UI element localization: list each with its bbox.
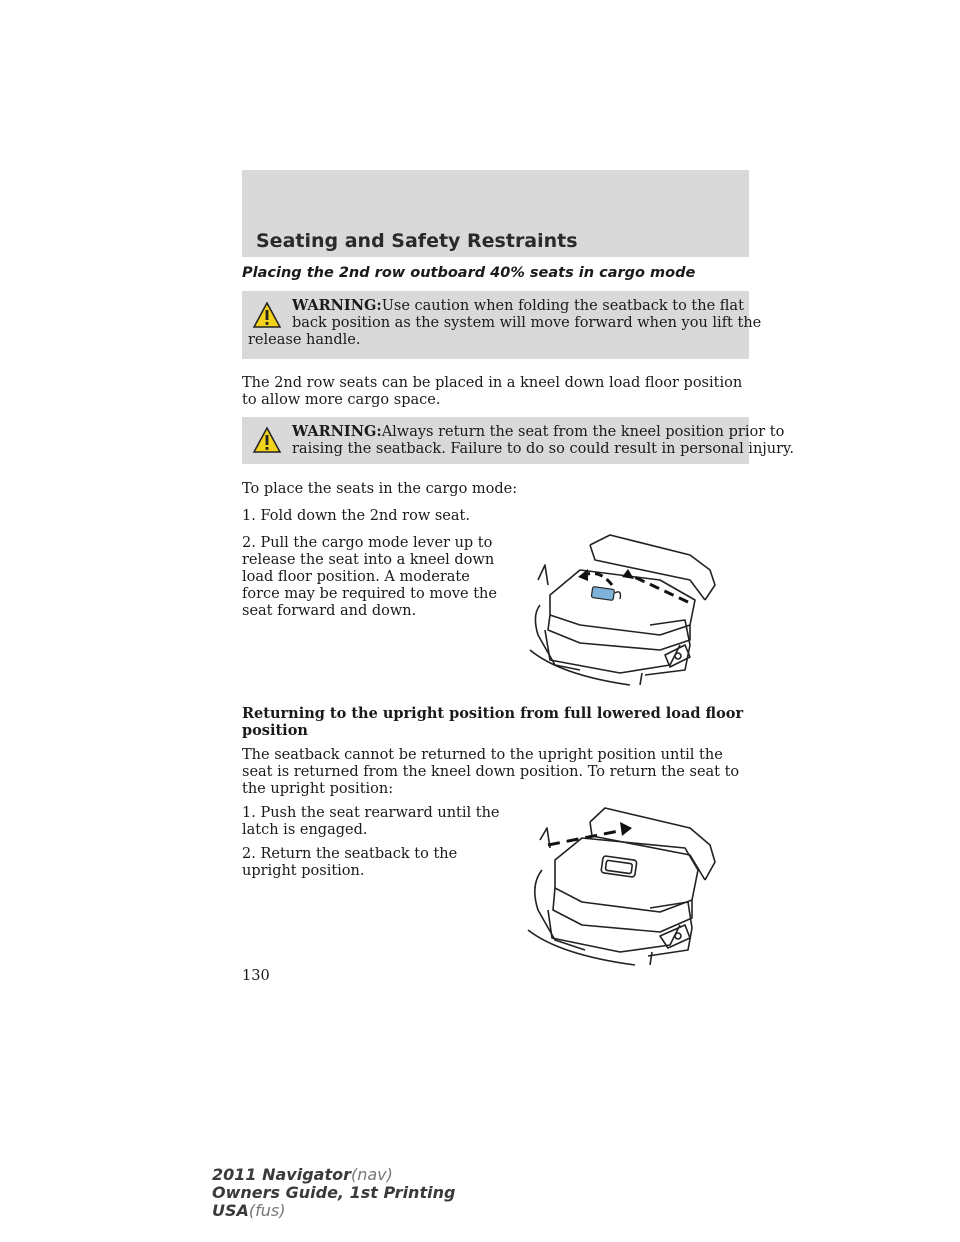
- lever-highlight: [591, 587, 614, 601]
- page-number: 130: [242, 968, 270, 984]
- footer-guide: Owners Guide, 1st Printing: [212, 1183, 456, 1202]
- upright-position-heading: Returning to the upright position from full lowered load floor position: [242, 705, 744, 739]
- cargo-mode-heading: Placing the 2nd row outboard 40% seats in cargo mode: [242, 265, 696, 281]
- warning-text: Always return the seat from the kneel position prior to: [381, 424, 785, 440]
- footer-model: 2011 Navigator: [212, 1165, 351, 1184]
- warning-text: back position as the system will move forward when you lift the: [292, 315, 762, 331]
- warning-label: WARNING:: [292, 297, 382, 314]
- footer-market-code: (fus): [248, 1201, 286, 1220]
- section-header-title: Seating and Safety Restraints: [256, 230, 578, 252]
- warning-box-fold-seatback: [242, 291, 762, 359]
- step-pull-lever: 2. Pull the cargo mode lever up to release the seat into a kneel down load floor position. A moderate force may be required to move the seat forward and down.: [242, 535, 497, 619]
- paragraph-upright-intro: The seatback cannot be returned to the upright position until the seat is returned from the kneel down position. To return the seat to the upright position:: [242, 747, 740, 797]
- step-push-rearward: 1. Push the seat rearward until the latch is engaged.: [242, 805, 500, 838]
- warning-text: raising the seatback. Failure to do so could result in personal injury.: [292, 441, 794, 457]
- warning-triangle-icon: [252, 426, 282, 454]
- footer-market: USA: [212, 1201, 249, 1220]
- footer-imprint: [212, 1166, 455, 1220]
- seat-upright-return-illustration: [520, 800, 720, 970]
- seat-cargo-mode-illustration: [520, 525, 720, 690]
- warning-label: WARNING:: [292, 423, 382, 440]
- warning-text: release handle.: [248, 332, 361, 348]
- footer-model-code: (nav): [350, 1165, 393, 1184]
- warning-triangle-icon: [252, 301, 282, 329]
- step-fold-down: 1. Fold down the 2nd row seat.: [242, 508, 470, 524]
- paragraph-cargo-mode-intro: To place the seats in the cargo mode:: [242, 481, 518, 497]
- warning-text: Use caution when folding the seatback to the flat: [381, 298, 744, 314]
- warning-box-return-seat: [242, 417, 794, 464]
- paragraph-kneel-position: The 2nd row seats can be placed in a kneel down load floor position to allow more cargo space.: [242, 375, 743, 408]
- step-return-seatback: 2. Return the seatback to the upright position.: [242, 846, 458, 879]
